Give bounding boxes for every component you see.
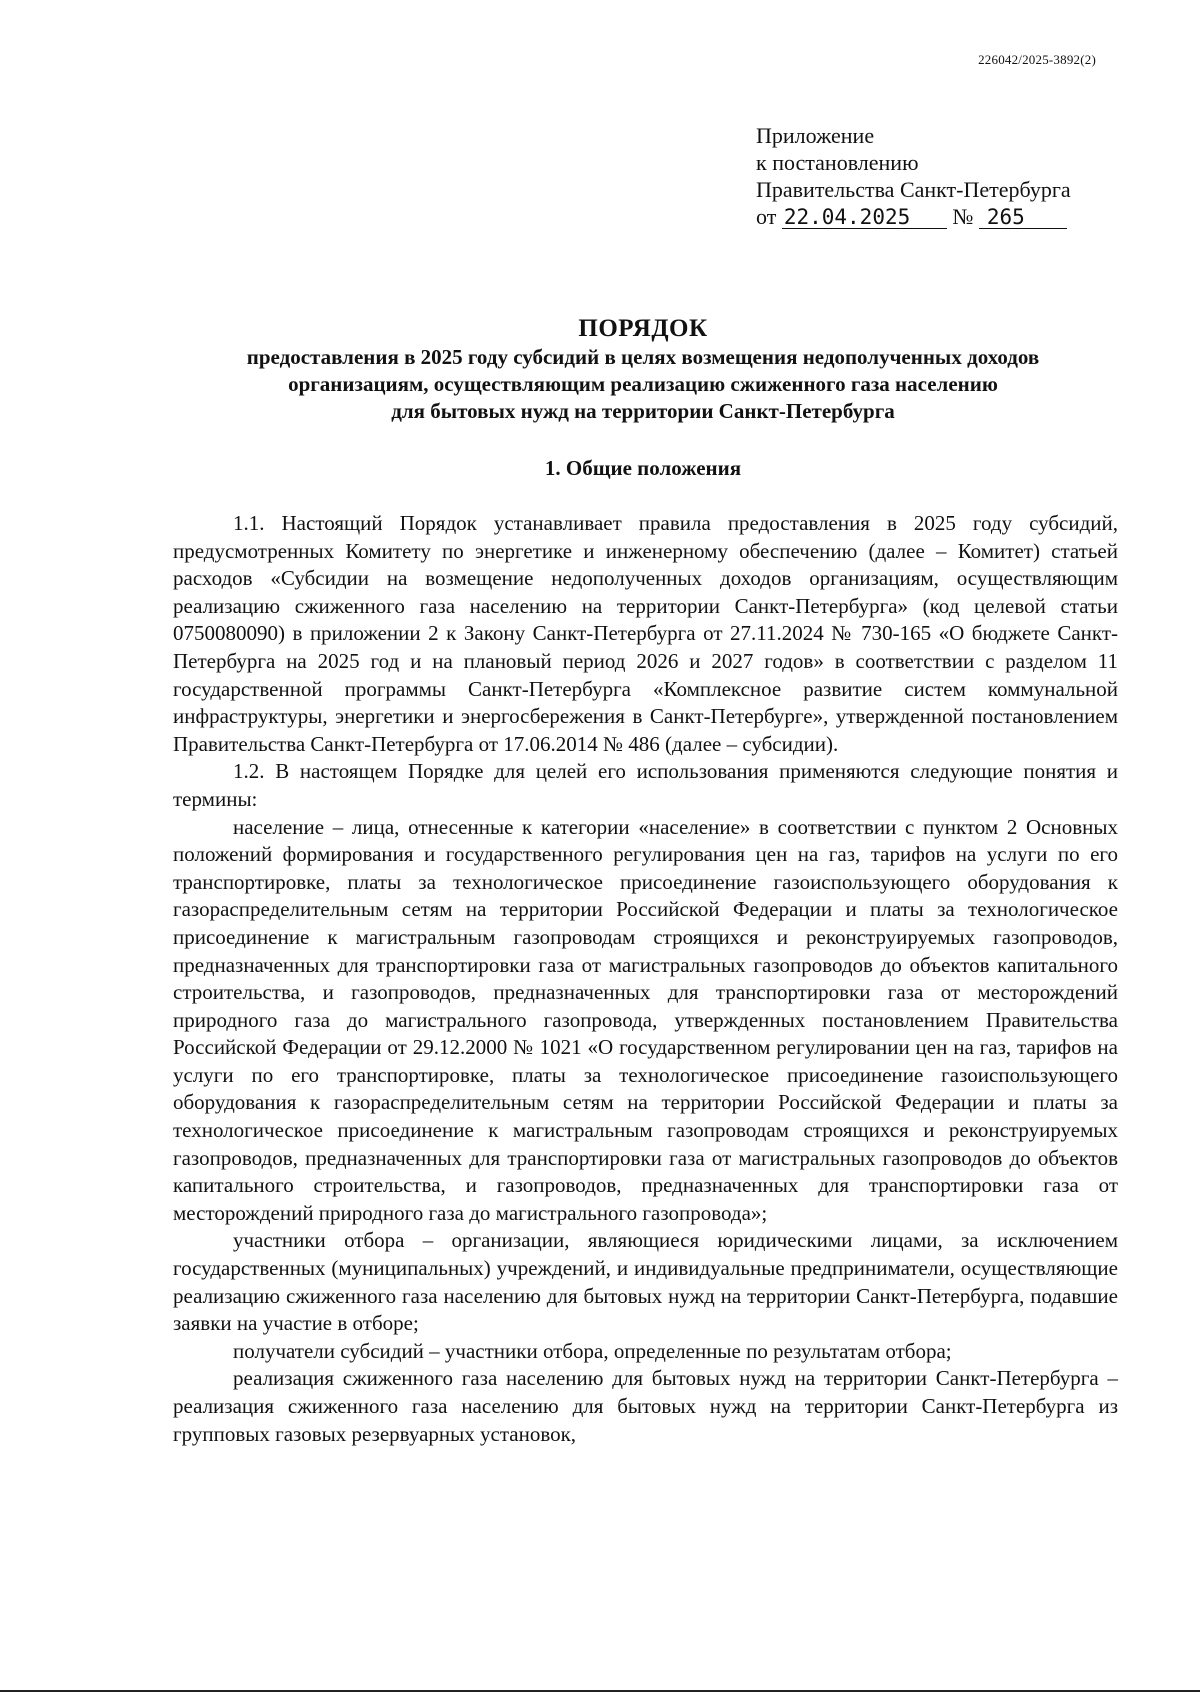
paragraph-1-1: 1.1. Настоящий Порядок устанавливает правила предоставления в 2025 году субсидий, предусмотренных Комитету по энергетике и инженерному обеспечению (далее – Комитет) статьей расходов «Субсидии на возмещение недополученных доходов организациям, осуществляющим реализацию сжиженного газа населению на территории Санкт-Петербурга» (код целевой статьи 0750080090) в приложении 2 к Закону Санкт-Петербурга от 27.11.2024 № 730-165 «О бюджете Санкт-Петербурга на 2025 год и на плановый период 2026 и 2027 годов» в соответствии с разделом 11 государственной программы Санкт-Петербурга «Комплексное развитие систем коммунальной инфраструктуры, энергетики и энергосбережения в Санкт-Петербурге», утвержденной постановлением Правительства Санкт-Петербурга от 17.06.2014 № 486 (далее – субсидии).: [173, 511, 1118, 756]
document-title: ПОРЯДОК: [578, 315, 708, 342]
document-registration-number: 226042/2025-3892(2): [978, 52, 1096, 67]
document-subtitle-line: организациям, осуществляющим реализацию сжиженного газа населению: [288, 372, 998, 396]
annex-resolution-label: к постановлению: [756, 150, 919, 175]
number-prefix: №: [952, 204, 974, 229]
section-heading: 1. Общие положения: [544, 456, 742, 480]
annex-label: Приложение: [756, 123, 875, 148]
date-prefix: от: [756, 204, 777, 229]
page-bottom-edge: [0, 1690, 1200, 1692]
resolution-date: 22.04.2025: [782, 206, 947, 229]
definition-subsidy-recipients: получатели субсидий – участники отбора, определенные по результатам отбора;: [233, 1338, 952, 1363]
document-subtitle-line: для бытовых нужд на территории Санкт-Петербурга: [391, 399, 895, 423]
annex-government-label: Правительства Санкт-Петербурга: [756, 177, 1071, 202]
annex-header: [756, 122, 1071, 230]
document-subtitle-line: предоставления в 2025 году субсидий в целях возмещения недополученных доходов: [246, 345, 1040, 369]
document-heading: [150, 314, 1136, 425]
document-body: [173, 510, 1118, 1448]
definition-population: население – лица, отнесенные к категории «население» в соответствии с пунктом 2 Основных положений формирования и государственного регулирования цен на газ, тарифов на услуги по его транспортировке, платы за технологическое присоединение газоиспользующего оборудования к газораспределительным сетям на территории Российской Федерации и платы за технологическое присоединение к магистральным газопроводам строящихся и реконструируемых газопроводов, предназначенных для транспортировки газа от магистральных газопроводов до объектов капитального строительства, и газопроводов, предназначенных для транспортировки газа от месторождений природного газа до магистрального газопровода, утвержденных постановлением Правительства Российской Федерации от 29.12.2000 № 1021 «О государственном регулировании цен на газ, тарифов на услуги по его транспортировке, платы за технологическое присоединение газоиспользующего оборудования к газораспределительным сетям на территории Российской Федерации и платы за технологическое присоединение к магистральным газопроводам строящихся и реконструируемых газопроводов, предназначенных для транспортировки газа от магистральных газопроводов до объектов капитального строительства, и газопроводов, предназначенных для транспортировки газа от месторождений природного газа до магистрального газопровода»;: [173, 814, 1118, 1225]
resolution-number: 265: [979, 206, 1067, 229]
paragraph-1-2: 1.2. В настоящем Порядке для целей его использования применяются следующие понятия и термины:: [173, 759, 1118, 811]
definition-gas-sales: реализация сжиженного газа населению для бытовых нужд на территории Санкт-Петербурга – реализация сжиженного газа населению для бытовых нужд на территории Санкт-Петербурга из групповых газовых резервуарных установок,: [173, 1366, 1118, 1446]
definition-selection-participants: участники отбора – организации, являющиеся юридическими лицами, за исключением государственных (муниципальных) учреждений, и индивидуальные предприниматели, осуществляющие реализацию сжиженного газа населению для бытовых нужд на территории Санкт-Петербурга, подавшие заявки на участие в отборе;: [173, 1228, 1118, 1336]
annex-date-line: [756, 203, 1071, 230]
